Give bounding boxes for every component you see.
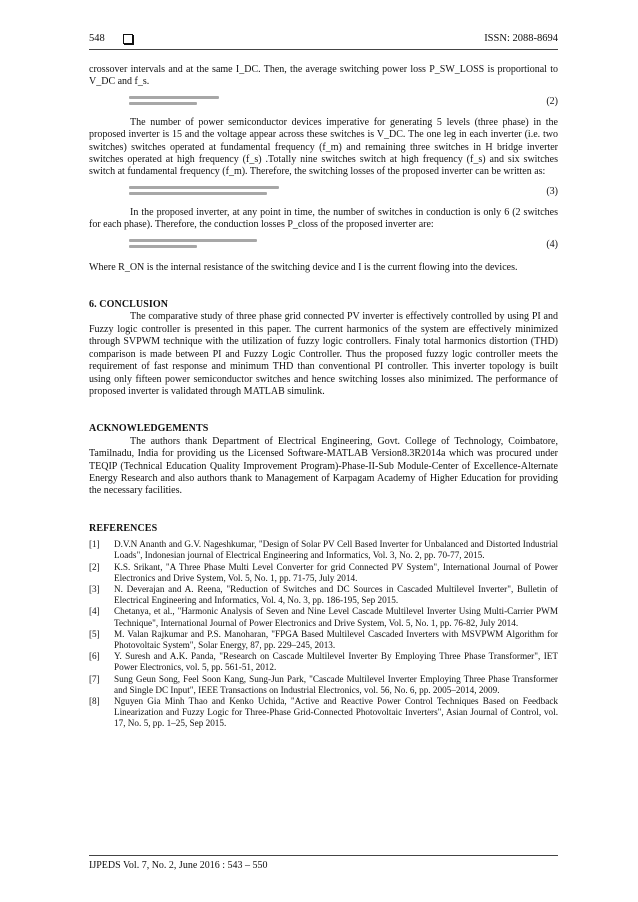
references-heading: REFERENCES: [89, 522, 158, 534]
page-number: 548: [89, 33, 105, 44]
journal-footer-text: IJPEDS Vol. 7, No. 2, June 2016 : 543 – 550: [89, 860, 268, 871]
equation-4: [89, 232, 558, 260]
acknowledgements-heading: ACKNOWLEDGEMENTS: [89, 423, 209, 435]
reference-item: [3] N. Deverajan and A. Reena, "Reduction of Switches and DC Sources in Cascaded Multilevel Inverter", Bulletin of Electrical Engineering and Informatics, Vol. 4, No. 3, pp. 186-195, Sep 2015.: [89, 583, 558, 606]
page-header: [89, 33, 558, 50]
equation-3: [89, 179, 558, 207]
equation-image: [129, 183, 279, 201]
issn-label: ISSN: 2088-8694: [484, 33, 558, 44]
equation-image: [129, 93, 279, 111]
equation-image: [129, 236, 279, 254]
reference-item: [8] Nguyen Gia Minh Thao and Kenko Uchida, "Active and Reactive Power Control Techniques Based on Feedback Linearization and Fuzzy Logic for Three-Phase Grid-Connected Photovoltaic Inverters", Asian Journal of Control, vol. 17, No. 5, pp. 1–25, Sep 2015.: [89, 696, 558, 729]
equation-number: (4): [546, 238, 558, 250]
equation-2: [89, 89, 558, 117]
conclusion-text: The comparative study of three phase grid connected PV inverter is effectively controlled by using PI and Fuzzy logic controller is presented in this paper. The current harmonics of the system are effectively minimized through SVPWM technique with the utilization of fuzzy logic controllers. Finaly total harmonics distortion (THD) comparison is made between PI and Fuzzy Logic Controller. Thus the proposed fuzzy logic controller meets the requirement of fast response and minimum THD than conventional PI controller. This inverter topology is built using only fifteen power semiconductor switches and hence switching losses also minimized. The performance of proposed inverter is validated through MATLAB simulink.: [89, 311, 558, 397]
acknowledgements-text: The authors thank Department of Electrical Engineering, Govt. College of Technology, Coimbatore, Tamilnadu, India for providing us the Licensed Software-MATLAB Version8.3R2014a which was procured under TEQIP (Technical Education Quality Improvement Program)-Phase-II-Sub Module-Center of Excellence-Alternate Energy Research and also authors thank to Management of Karpagam Academy of Higher Education for providing the necessary facilities.: [89, 435, 558, 497]
checkbox-icon: [123, 34, 133, 44]
conduction-paragraph: In the proposed inverter, at any point in time, the number of switches in conduction is only 6 (2 switches for each phase). Therefore, the conduction losses P_closs of the proposed inverter are:: [89, 206, 558, 231]
equation-number: (3): [546, 185, 558, 197]
main-content: [89, 64, 558, 730]
conclusion-heading: 6. CONCLUSION: [89, 299, 169, 311]
intro-paragraph: crossover intervals and at the same I_DC. Then, the average switching power loss P_SW_LOSS is proportional to V_DC and f_s.: [89, 64, 558, 88]
where-paragraph: Where R_ON is the internal resistance of the switching device and I is the current flowing into the devices.: [89, 261, 518, 273]
reference-item: [2] K.S. Srikant, "A Three Phase Multi Level Converter for grid Connected PV System", International Journal of Power Electronics and Drive System, Vol. 5, No. 1, pp. 71-75, July 2014.: [89, 561, 558, 583]
switch-count-paragraph: The number of power semiconductor devices imperative for generating 5 levels (three phase) in the proposed inverter is 15 and the voltage appear across these switches is V_DC. The one leg in each inverter (i.e. two switches) switches operated at fundamental frequency (f_m) and remaining three switches in H bridge inverter switches operated at high frequency (f_s) .Totally nine switches switch at high frequency (f_s) and six switches switch at fundamental frequency (f_m). Therefore, the switching losses of the proposed inverter can be written as:: [89, 116, 558, 178]
reference-item: [5] M. Valan Rajkumar and P.S. Manoharan, "FPGA Based Multilevel Cascaded Inverters with MSVPWM Algorithm for Photovoltaic System", Solar Energy, 87, pp. 229–245, 2013.: [89, 628, 558, 650]
page-footer: [89, 855, 558, 871]
reference-item: [4] Chetanya, et al., "Harmonic Analysis of Seven and Nine Level Cascade Multilevel Inverter Using Multi-Carrier PWM Technique", International Journal of Power Electronics and Drive System, Vol. 5, No. 1, pp. 76-82, July 2014.: [89, 606, 558, 628]
equation-number: (2): [546, 95, 558, 107]
reference-item: [7] Sung Geun Song, Feel Soon Kang, Sung-Jun Park, "Cascade Multilevel Inverter Employing Three Phase Transformer and Single DC Input", IEEE Transactions on Industrial Electronics, vol. 56, No. 6, pp. 2005–2014, 2009.: [89, 673, 558, 695]
reference-item: [6] Y. Suresh and A.K. Panda, "Research on Cascade Multilevel Inverter By Employing Three Phase Transformer", IET Power Electronics, vol. 5, pp. 561-51, 2012.: [89, 651, 558, 673]
references-list: [89, 539, 558, 729]
reference-item: [1] D.V.N Ananth and G.V. Nageshkumar, "Design of Solar PV Cell Based Inverter for Unbalanced and Distorted Industrial Loads", Indonesian journal of Electrical Engineering and Informatics, Vol. 3, No. 2, pp. 70-77, 2015.: [89, 539, 558, 561]
